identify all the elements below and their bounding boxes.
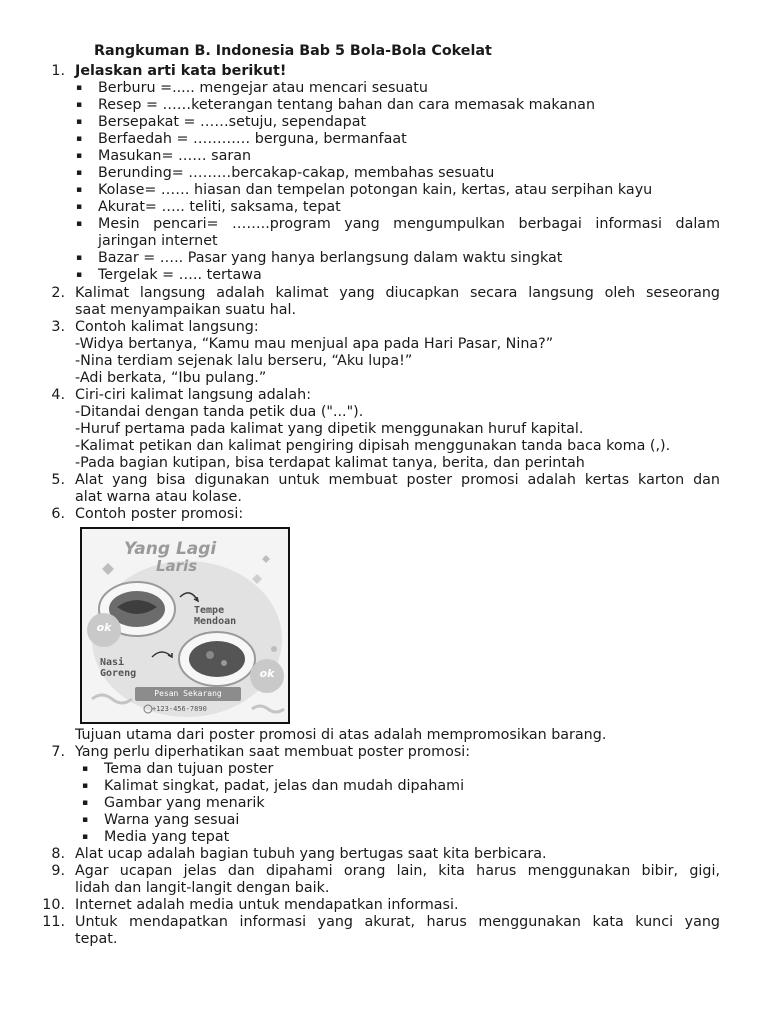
poster-item2-line2: Goreng [100, 668, 137, 679]
item-number: 11. [42, 914, 65, 930]
item-line: -Nina terdiam sejenak lalu berseru, “Aku lupa!” [75, 353, 413, 369]
item-1-heading: Jelaskan arti kata berikut! [75, 63, 287, 79]
item-line: Yang perlu diperhatikan saat membuat poster promosi: [75, 744, 471, 760]
item-line: lidah dan langit-langit dengan baik. [75, 880, 330, 896]
vocab-item: Bazar = ….. Pasar yang hanya berlangsung dalam waktu singkat [98, 250, 563, 266]
vocab-item: Resep = ……keterangan tentang bahan dan cara memasak makanan [98, 97, 596, 113]
tip-item: Media yang tepat [104, 829, 230, 845]
item-number: 10. [42, 897, 65, 913]
bullet-glyph: ▪ [82, 798, 89, 808]
item-line: alat warna atau kolase. [75, 489, 242, 505]
item-line: -Huruf pertama pada kalimat yang dipetik menggunakan huruf kapital. [75, 421, 584, 437]
vocab-item: Berfaedah = ………… berguna, bermanfaat [98, 131, 407, 147]
vocab-item: Kolase= …… hiasan dan tempelan potongan kain, kertas, atau serpihan kayu [98, 182, 653, 198]
item-line: -Pada bagian kutipan, bisa terdapat kalimat tanya, berita, dan perintah [75, 455, 585, 471]
item-line: Contoh kalimat langsung: [75, 319, 259, 335]
item-number: 8. [51, 846, 65, 862]
page-title: Rangkuman B. Indonesia Bab 5 Bola-Bola Cokelat [94, 43, 492, 59]
item-line: Untuk mendapatkan informasi yang akurat, harus menggunakan kata kunci yang [75, 914, 720, 930]
poster-order-button: Pesan Sekarang [135, 687, 241, 701]
item-line: Alat ucap adalah bagian tubuh yang bertugas saat kita berbicara. [75, 846, 547, 862]
bullet-glyph: ▪ [82, 781, 89, 791]
bullet-glyph: ▪ [76, 83, 83, 93]
bullet-glyph: ▪ [82, 815, 89, 825]
tip-item: Tema dan tujuan poster [104, 761, 274, 777]
item-number: 3. [51, 319, 65, 335]
bullet-glyph: ▪ [76, 151, 83, 161]
item-number: 4. [51, 387, 65, 403]
poster-item2-line1: Nasi [100, 657, 125, 668]
vocab-item: Tergelak = ….. tertawa [98, 267, 262, 283]
item-line: saat menyampaikan suatu hal. [75, 302, 297, 318]
bullet-glyph: ▪ [76, 185, 83, 195]
poster-title-line1: Yang Lagi [124, 539, 217, 559]
tip-item: Gambar yang menarik [104, 795, 265, 811]
item-number: 2. [51, 285, 65, 301]
vocab-item: Berunding= ………bercakap-cakap, membahas sesuatu [98, 165, 495, 181]
item-line: Contoh poster promosi: [75, 506, 244, 522]
tip-item: Kalimat singkat, padat, jelas dan mudah dipahami [104, 778, 465, 794]
bullet-glyph: ▪ [82, 832, 89, 842]
item-number: 5. [51, 472, 65, 488]
item-number: 7. [51, 744, 65, 760]
poster-purpose: Tujuan utama dari poster promosi di atas adalah mempromosikan barang. [75, 727, 607, 743]
item-line: Agar ucapan jelas dan dipahami orang lain, kita harus menggunakan bibir, gigi, [75, 863, 720, 879]
poster-item1-line1: Tempe [194, 605, 225, 616]
vocab-item: Akurat= ….. teliti, saksama, tepat [98, 199, 341, 215]
poster-badge-right: ok [250, 659, 284, 693]
poster-badge-left: ok [87, 613, 121, 647]
item-line: -Adi berkata, “Ibu pulang.” [75, 370, 267, 386]
bullet-glyph: ▪ [76, 202, 83, 212]
bullet-glyph: ▪ [76, 168, 83, 178]
item-line: Kalimat langsung adalah kalimat yang diucapkan secara langsung oleh seseorang [75, 285, 720, 301]
poster-phone: +123-456-7890 [152, 705, 207, 713]
bullet-glyph: ▪ [76, 219, 83, 229]
item-number: 9. [51, 863, 65, 879]
vocab-item: Berburu =..... mengejar atau mencari sesuatu [98, 80, 428, 96]
document-page: Rangkuman B. Indonesia Bab 5 Bola-Bola Cokelat 1. Jelaskan arti kata berikut! ▪ Berburu =..... mengejar atau mencari sesuatu ▪ Resep = ……keterangan tentang bahan dan cara memasak makanan ▪ Bersepakat = ……setuju, sependapat ▪ Berfaedah = ………… berguna, bermanfaat ▪ Masukan= …… saran ▪ Berunding= ………bercakap-cakap, membahas sesuatu ▪ Kolase= …… hiasan dan tempelan potongan kain, kertas, atau serpihan kayu ▪ Akurat= ….. teliti, saksama, tepat ▪ Mesin pencari= ……..program yang mengumpulkan berbagai informasi dalam jaringan internet ▪ Bazar = ….. Pasar yang hanya berlangsung dalam waktu singkat ▪ Tergelak = ….. tertawa 2. Kalimat langsung adalah kalimat yang diucapkan secara langsung oleh seseorang saat menyampaikan suatu hal. 3. Contoh kalimat langsung: -Widya bertanya, “Kamu mau menjual apa pada Hari Pasar, Nina?” -Nina terdiam sejenak lalu berseru, “Aku lupa!” -Adi berkata, “Ibu pulang.” 4. Ciri-ciri kalimat langsung adalah: -Ditandai dengan tanda petik dua ("..."). -Huruf pertama pada kalimat yang dipetik menggunakan huruf kapital. -Kalimat petikan dan kalimat pengiring dipisah menggunakan tanda baca koma (,). -Pada bagian kutipan, bisa terdapat kalimat tanya, berita, dan perintah 5. Alat yang bisa digunakan untuk membuat poster promosi adalah kertas karton dan alat warna atau kolase. 6. Contoh poster promosi: Yang Lagi Laris Tempe Mendoan Nasi Goreng ok ok Pesan Sekarang +123-456-7890 Tujuan utama dari poster promosi di atas adalah mempromosikan barang. 7. Yang perlu diperhatikan saat membuat poster promosi: ▪ Tema dan tujuan poster ▪ Kalimat singkat, padat, jelas dan mudah dipahami ▪ Gambar yang menarik ▪ Warna yang sesuai ▪ Media yang tepat 8. Alat ucap adalah bagian tubuh yang bertugas saat kita berbicara. 9. Agar ucapan jelas dan dipahami orang lain, kita harus menggunakan bibir, gigi, lidah dan langit-langit dengan baik. 10. Internet adalah media untuk mendapatkan informasi. 11. Untuk mendapatkan informasi yang akurat, harus menggunakan kata kunci yang tepat. [0, 0, 768, 1024]
item-line: tepat. [75, 931, 118, 947]
bullet-glyph: ▪ [76, 117, 83, 127]
tip-item: Warna yang sesuai [104, 812, 240, 828]
poster-item1-line2: Mendoan [194, 616, 237, 627]
bullet-glyph: ▪ [82, 764, 89, 774]
bullet-glyph: ▪ [76, 100, 83, 110]
item-number: 6. [51, 506, 65, 522]
item-line: -Ditandai dengan tanda petik dua ("..."). [75, 404, 364, 420]
bullet-glyph: ▪ [76, 253, 83, 263]
item-line: -Widya bertanya, “Kamu mau menjual apa pada Hari Pasar, Nina?” [75, 336, 554, 352]
vocab-item: Mesin pencari= ……..program yang mengumpulkan berbagai informasi dalam [98, 216, 720, 232]
item-line: Internet adalah media untuk mendapatkan informasi. [75, 897, 459, 913]
bullet-glyph: ▪ [76, 270, 83, 280]
vocab-item: jaringan internet [98, 233, 218, 249]
bullet-glyph: ▪ [76, 134, 83, 144]
item-line: -Kalimat petikan dan kalimat pengiring dipisah menggunakan tanda baca koma (,). [75, 438, 671, 454]
promo-poster [80, 527, 290, 724]
vocab-item: Bersepakat = ……setuju, sependapat [98, 114, 367, 130]
item-line: Alat yang bisa digunakan untuk membuat poster promosi adalah kertas karton dan [75, 472, 720, 488]
poster-title-line2: Laris [156, 557, 198, 575]
vocab-item: Masukan= …… saran [98, 148, 252, 164]
item-line: Ciri-ciri kalimat langsung adalah: [75, 387, 312, 403]
